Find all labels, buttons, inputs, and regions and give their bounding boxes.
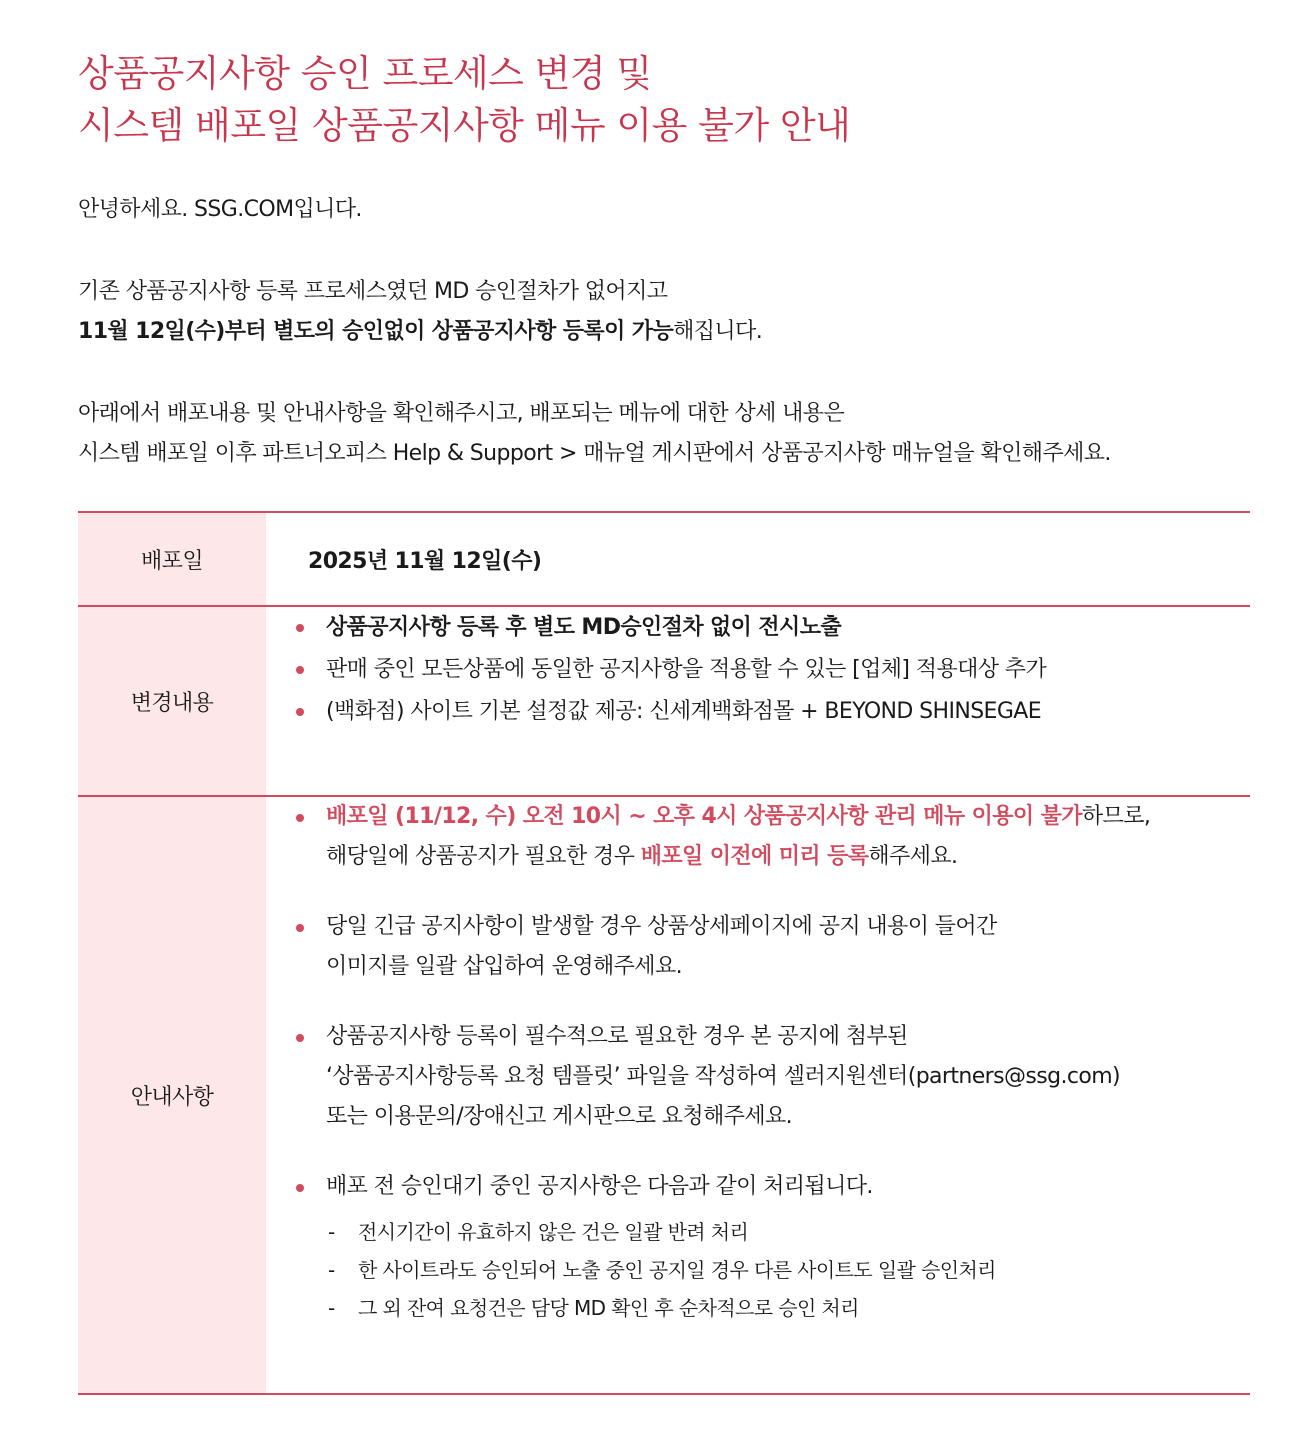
- list-item: [296, 607, 1250, 649]
- sub-list-item: [326, 1251, 1250, 1289]
- title-line-1: 상품공지사항 승인 프로세스 변경 및: [78, 52, 652, 95]
- dash-icon: -: [328, 1296, 335, 1320]
- notice3-line2: ‘상품공지사항등록 요청 템플릿’ 파일을 작성하여 셀러지원센터(partners@ssg.com): [326, 1064, 1121, 1089]
- sub-item-text: 한 사이트라도 승인되어 노출 중인 공지일 경우 다른 사이트도 일괄 승인처리: [358, 1258, 996, 1282]
- bullet-icon: [296, 624, 304, 632]
- notice1-red-text-2: 배포일 이전에 미리 등록: [640, 844, 869, 869]
- list-item: [296, 649, 1250, 691]
- notice-page: [78, 48, 1250, 474]
- intro-text: [78, 190, 1250, 474]
- bullet-icon: [296, 924, 304, 932]
- intro-para1-line1: 기존 상품공지사항 등록 프로세스였던 MD 승인절차가 없어지고: [78, 279, 668, 304]
- notice1-line2-post: 해주세요.: [868, 844, 958, 869]
- dash-icon: -: [328, 1258, 335, 1282]
- table-row-notices: [78, 796, 1250, 1394]
- dash-icon: -: [328, 1220, 335, 1244]
- list-item: [296, 1167, 1250, 1327]
- greeting: 안녕하세요. SSG.COM입니다.: [78, 197, 362, 222]
- sub-item-text: 전시기간이 유효하지 않은 건은 일괄 반려 처리: [358, 1220, 749, 1244]
- bullet-icon: [296, 1034, 304, 1042]
- list-item: [296, 797, 1250, 877]
- change-cell: [266, 606, 1250, 796]
- table-row-changes: [78, 606, 1250, 796]
- notice-cell: [266, 796, 1250, 1394]
- intro-para2-line1: 아래에서 배포내용 및 안내사항을 확인해주시고, 배포되는 메뉴에 대한 상세 내용은: [78, 401, 845, 426]
- notice4-line1: 배포 전 승인대기 중인 공지사항은 다음과 같이 처리됩니다.: [326, 1174, 873, 1199]
- notice3-line3: 또는 이용문의/장애신고 게시판으로 요청해주세요.: [326, 1104, 793, 1129]
- intro-para1-rest: 해집니다.: [673, 319, 763, 344]
- change-list: [296, 607, 1250, 733]
- notice-label: 안내사항: [78, 796, 266, 1394]
- notice1-line2-pre: 해당일에 상품공지가 필요한 경우: [326, 844, 641, 869]
- bullet-icon: [296, 814, 304, 822]
- notice2-line1: 당일 긴급 공지사항이 발생할 경우 상품상세페이지에 공지 내용이 들어간: [326, 914, 997, 939]
- change-label: 변경내용: [78, 606, 266, 796]
- page-title: [78, 48, 1250, 152]
- change-item-text: 상품공지사항 등록 후 별도 MD승인절차 없이 전시노출: [326, 615, 842, 640]
- sub-list-item: [326, 1289, 1250, 1327]
- date-value: 2025년 11월 12일(수): [308, 548, 542, 574]
- intro-para1-line2: [78, 312, 1250, 352]
- change-item-text: 판매 중인 모든상품에 동일한 공지사항을 적용할 수 있는 [업체] 적용대상 추가: [326, 657, 1047, 682]
- change-item-text: (백화점) 사이트 기본 설정값 제공: 신세계백화점몰 + BEYOND SHINSEGAE: [326, 699, 1042, 724]
- bullet-icon: [296, 666, 304, 674]
- sub-item-text: 그 외 잔여 요청건은 담당 MD 확인 후 순차적으로 승인 처리: [358, 1296, 859, 1320]
- info-table: [78, 511, 1250, 1395]
- intro-para2-line2: 시스템 배포일 이후 파트너오피스 Help & Support > 매뉴얼 게시판에서 상품공지사항 매뉴얼을 확인해주세요.: [78, 441, 1111, 466]
- table-row-date: [78, 512, 1250, 606]
- bullet-icon: [296, 708, 304, 716]
- title-line-2: 시스템 배포일 상품공지사항 메뉴 이용 불가 안내: [78, 104, 851, 147]
- list-item: [296, 1017, 1250, 1137]
- bullet-icon: [296, 1184, 304, 1192]
- sub-list-item: [326, 1213, 1250, 1251]
- sub-list: [326, 1213, 1250, 1327]
- notice-list: [296, 797, 1250, 1327]
- notice1-red-text: 배포일 (11/12, 수) 오전 10시 ~ 오후 4시 상품공지사항 관리 메뉴 이용이 불가: [326, 804, 1082, 829]
- intro-bold-date: 11월 12일(수)부터 별도의 승인없이 상품공지사항 등록이 가능: [78, 319, 674, 344]
- notice3-line1: 상품공지사항 등록이 필수적으로 필요한 경우 본 공지에 첨부된: [326, 1024, 908, 1049]
- list-item: [296, 907, 1250, 987]
- date-label: 배포일: [78, 512, 266, 606]
- notice1-rest: 하므로,: [1081, 804, 1151, 829]
- list-item: [296, 691, 1250, 733]
- notice2-line2: 이미지를 일괄 삽입하여 운영해주세요.: [326, 954, 683, 979]
